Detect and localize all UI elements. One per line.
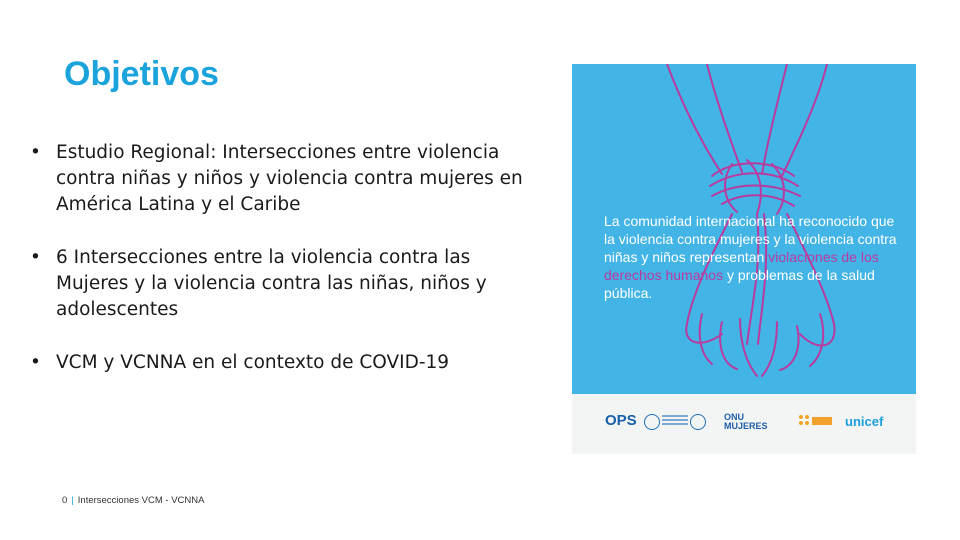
bullet-list xyxy=(30,140,540,403)
page-number: 0 xyxy=(62,495,68,506)
report-cover-image xyxy=(572,64,916,454)
who-emblem-icon xyxy=(644,414,660,430)
unicef-logo: unicef xyxy=(845,414,884,429)
logo-caption-lines xyxy=(662,415,688,429)
bullet-dot: • xyxy=(30,352,41,373)
footer-separator: | xyxy=(71,495,74,506)
bullet-item xyxy=(30,350,540,376)
cover-statement-part: La comunidad internacional ha reconocido que la violencia contra mujeres y la violencia contra niñas y niños representan xyxy=(604,213,897,265)
bullet-dot: • xyxy=(30,142,41,163)
unfpa-logo-icon xyxy=(796,412,836,432)
cover-statement xyxy=(604,212,904,302)
partner-logos xyxy=(572,402,916,442)
cover-illustration-panel xyxy=(572,64,916,394)
bullet-text: VCM y VCNNA en el contexto de COVID-19 xyxy=(56,352,450,373)
onu-mujeres-logo: ONU MUJERES xyxy=(724,412,768,431)
bullet-dot: • xyxy=(30,247,41,268)
slide-title: Objetivos xyxy=(64,55,219,93)
un-emblem-icon xyxy=(690,414,706,430)
ops-logo: OPS xyxy=(605,412,637,429)
slide-footer xyxy=(62,495,204,506)
bullet-text: 6 Intersecciones entre la violencia contra las Mujeres y la violencia contra las niñas, niños y adolescentes xyxy=(56,247,487,320)
bullet-text: Estudio Regional: Intersecciones entre violencia contra niñas y niños y violencia contra mujeres en América Latina y el Caribe xyxy=(56,142,523,215)
bullet-item xyxy=(30,245,540,323)
cover-statement-part: y problemas de la salud pública. xyxy=(604,267,875,301)
footer-text: Intersecciones VCM - VCNNA xyxy=(77,495,205,506)
cover-statement-highlight: violaciones de los derechos humanos xyxy=(604,249,879,283)
bullet-item xyxy=(30,140,540,218)
